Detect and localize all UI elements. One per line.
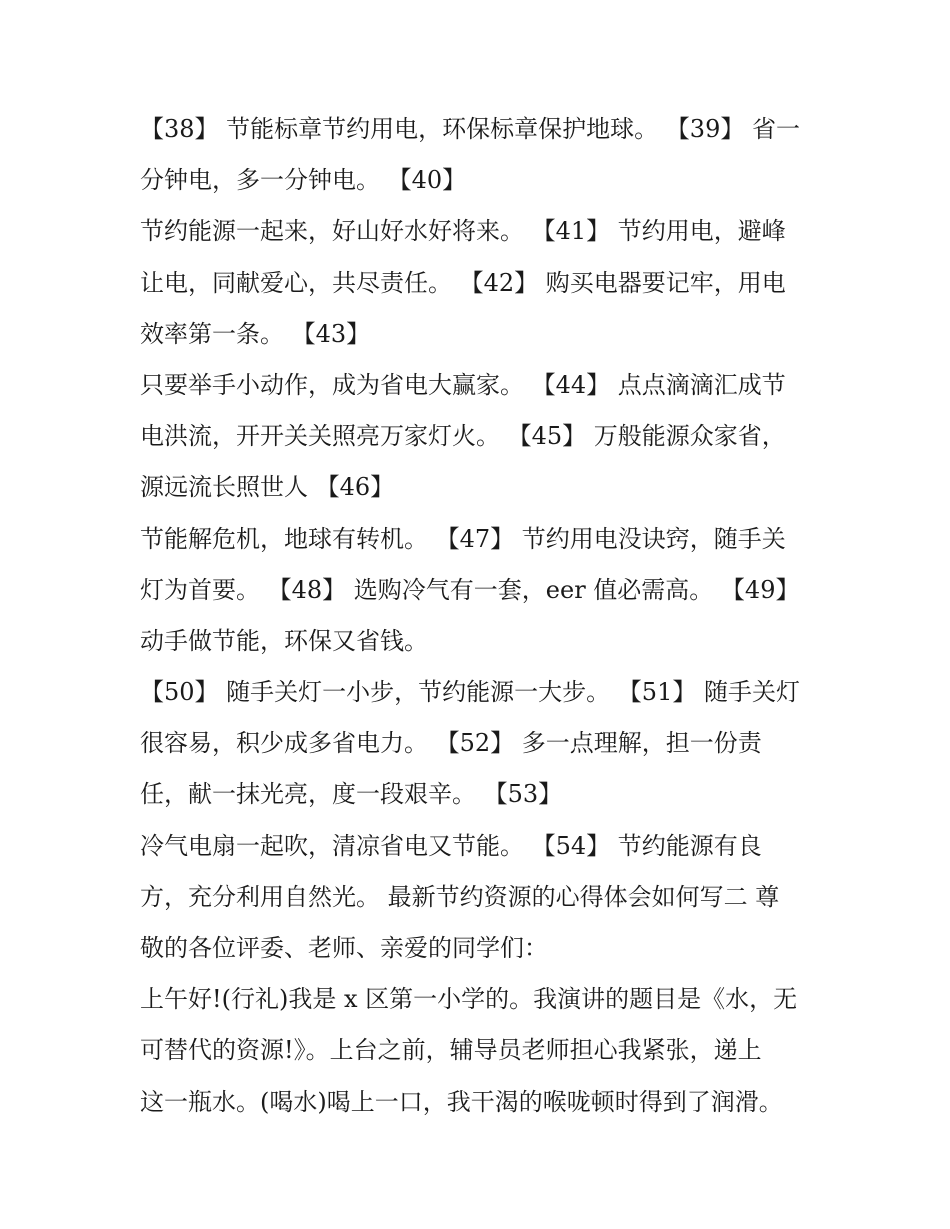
text-line: 【38】 节能标章节约用电，环保标章保护地球。 【39】 省一 xyxy=(140,115,800,143)
text-line: 源远流长照世人 【46】 xyxy=(140,473,395,502)
text-line: 冷气电扇一起吹，清凉省电又节能。 【54】 节约能源有良 xyxy=(140,831,762,860)
text-line: 动手做节能，环保又省钱。 xyxy=(140,626,428,655)
text-line: 让电，同献爱心，共尽责任。 【42】 购买电器要记牢，用电 xyxy=(140,268,786,297)
text-line: 上午好!(行礼)我是 x 区第一小学的。我演讲的题目是《水，无 xyxy=(140,985,798,1014)
text-line: 可替代的资源!》。上台之前，辅导员老师担心我紧张，递上 xyxy=(140,1036,762,1065)
text-line: 效率第一条。 【43】 xyxy=(140,319,371,348)
document-text-body xyxy=(140,104,820,1128)
text-line: 这一瓶水。(喝水)喝上一口，我干渴的喉咙顿时得到了润滑。 xyxy=(140,1087,783,1116)
text-line: 分钟电，多一分钟电。 【40】 xyxy=(140,166,467,195)
text-line: 灯为首要。 【48】 选购冷气有一套，eer 值必需高。 【49】 xyxy=(140,575,800,604)
text-line: 【50】 随手关灯一小步，节约能源一大步。 【51】 随手关灯 xyxy=(140,678,800,707)
text-line: 方，充分利用自然光。 最新节约资源的心得体会如何写二 尊 xyxy=(140,882,780,911)
text-line: 任，献一抹光亮，度一段艰辛。 【53】 xyxy=(140,780,563,809)
text-line: 节约能源一起来，好山好水好将来。 【41】 节约用电，避峰 xyxy=(140,217,786,246)
text-line: 电洪流，开开关关照亮万家灯火。 【45】 万般能源众家省， xyxy=(140,422,786,451)
text-line: 敬的各位评委、老师、亲爱的同学们： xyxy=(140,934,548,962)
text-line: 很容易，积少成多省电力。 【52】 多一点理解，担一份责 xyxy=(140,729,762,758)
text-line: 节能解危机，地球有转机。 【47】 节约用电没诀窍，随手关 xyxy=(140,524,786,553)
text-line: 只要举手小动作，成为省电大赢家。 【44】 点点滴滴汇成节 xyxy=(140,370,786,399)
